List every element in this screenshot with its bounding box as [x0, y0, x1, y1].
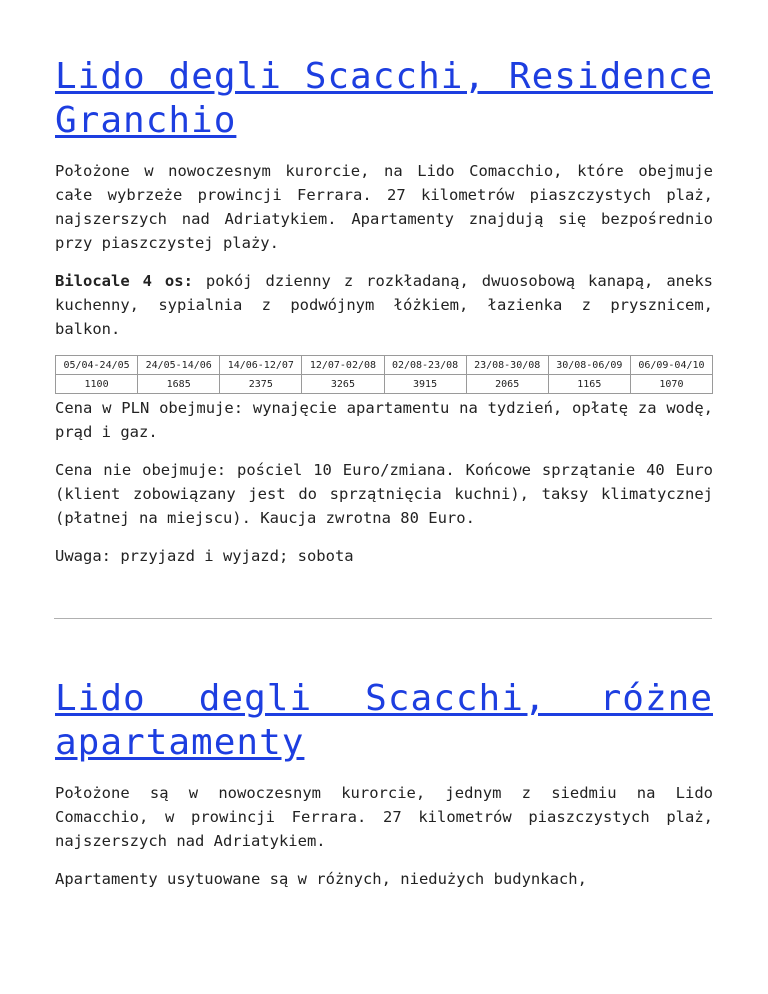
price-cell: 1070: [630, 375, 712, 394]
price-cell: 3915: [384, 375, 466, 394]
period-cell: 06/09-04/10: [630, 356, 712, 375]
price-includes: Cena w PLN obejmuje: wynajęcie apartamentu na tydzień, opłatę za wodę, prąd i gaz.: [55, 399, 713, 441]
arrival-note: Uwaga: przyjazd i wyjazd; sobota: [55, 547, 354, 565]
article-intro: Położone są w nowoczesnym kurorcie, jednym z siedmiu na Lido Comacchio, w prowincji Ferrara. 27 kilometrów piaszczystych plaż, najszerszych nad Adriatykiem.: [55, 784, 713, 850]
article-title-link[interactable]: Lido degli Scacchi, różne apartamenty: [55, 678, 713, 763]
period-cell: 23/08-30/08: [466, 356, 548, 375]
price-cell: 1685: [138, 375, 220, 394]
article-residence-granchio: [55, 55, 713, 568]
article-title-link[interactable]: Lido degli Scacchi, Residence Granchio: [55, 56, 713, 141]
price-cell: 1165: [548, 375, 630, 394]
price-cell: 2375: [220, 375, 302, 394]
period-cell: 02/08-23/08: [384, 356, 466, 375]
price-cell: 2065: [466, 375, 548, 394]
bilocale-text: pokój dzienny z rozkładaną, dwuosobową kanapą, aneks kuchenny, sypialnia z podwójnym łóżkiem, łazienka z prysznicem, balkon.: [55, 272, 713, 338]
article-rozne-apartamenty: [55, 677, 713, 891]
article-title: [55, 55, 713, 143]
price-excludes: Cena nie obejmuje: pościel 10 Euro/zmiana. Końcowe sprzątanie 40 Euro (klient zobowiązany jest do sprzątnięcia kuchni), taksy klimatycznej (płatnej na miejscu). Kaucja zwrotna 80 Euro.: [55, 461, 713, 527]
price-table: [55, 355, 713, 394]
bilocale-label: Bilocale 4 os:: [55, 272, 193, 290]
price-cell: 1100: [56, 375, 138, 394]
price-cell: 3265: [302, 375, 384, 394]
period-cell: 12/07-02/08: [302, 356, 384, 375]
bilocale-description: [55, 269, 713, 341]
article-paragraph: Apartamenty usytuowane są w różnych, niedużych budynkach,: [55, 870, 587, 888]
period-cell: 05/04-24/05: [56, 356, 138, 375]
page: [55, 0, 713, 891]
price-table-prices-row: [56, 375, 713, 394]
price-table-periods-row: [56, 356, 713, 375]
article-title: [55, 677, 713, 765]
period-cell: 24/05-14/06: [138, 356, 220, 375]
article-divider: [54, 618, 712, 619]
period-cell: 30/08-06/09: [548, 356, 630, 375]
article-intro: Położone w nowoczesnym kurorcie, na Lido Comacchio, które obejmuje całe wybrzeże prowincji Ferrara. 27 kilometrów piaszczystych plaż, najszerszych nad Adriatykiem. Apartamenty znajdują się bezpośrednio przy piaszczystej plaży.: [55, 162, 713, 252]
period-cell: 14/06-12/07: [220, 356, 302, 375]
